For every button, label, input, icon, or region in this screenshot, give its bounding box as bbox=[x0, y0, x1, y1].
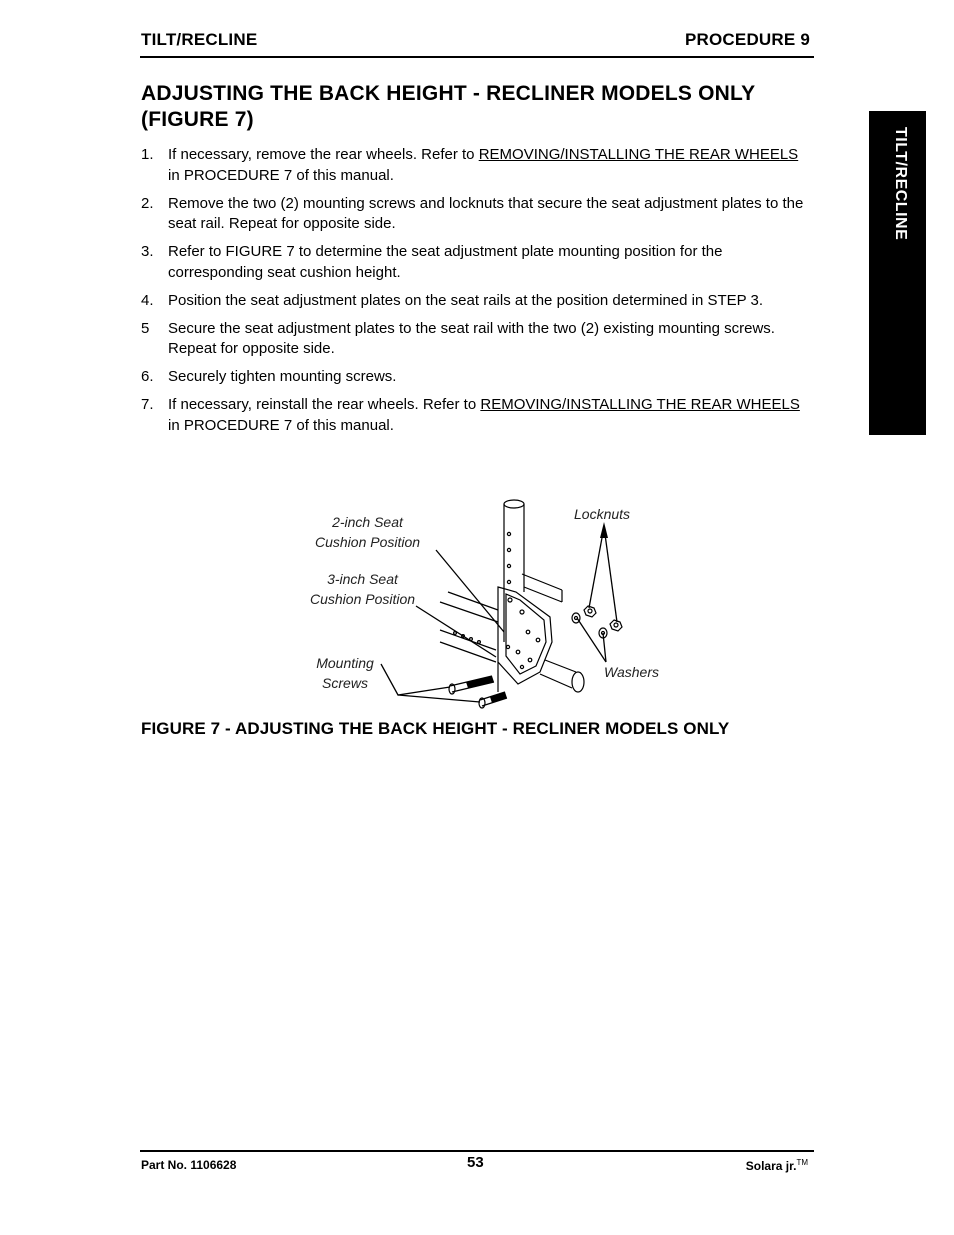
label-mounting-screws bbox=[310, 653, 380, 693]
label-line: Screws bbox=[322, 675, 368, 691]
reference-link[interactable]: REMOVING/INSTALLING THE REAR WHEELS bbox=[478, 146, 799, 163]
step-number: 3. bbox=[141, 243, 154, 260]
figure-caption: FIGURE 7 - ADJUSTING THE BACK HEIGHT - RECLINER MODELS ONLY bbox=[141, 719, 730, 738]
step-number: 5 bbox=[141, 319, 150, 337]
step-text: Position the seat adjustment plates on the seat rails at the position determined in STEP 3. bbox=[168, 291, 764, 309]
step-text: in PROCEDURE 7 of this manual. bbox=[168, 166, 394, 184]
step-number: 1. bbox=[141, 146, 154, 163]
label-2-inch bbox=[315, 512, 420, 552]
section-title: ADJUSTING THE BACK HEIGHT - RECLINER MODELS ONLY (FIGURE 7) bbox=[141, 82, 755, 131]
reference-link[interactable]: REMOVING/INSTALLING THE REAR WHEELS bbox=[480, 396, 800, 413]
step-text: in PROCEDURE 7 of this manual. bbox=[168, 416, 394, 434]
step-2 bbox=[141, 194, 813, 235]
label-3-inch bbox=[310, 569, 415, 609]
step-number: 2. bbox=[141, 194, 154, 212]
step-4 bbox=[141, 291, 813, 312]
step-6 bbox=[141, 367, 813, 388]
step-5 bbox=[141, 319, 813, 360]
step-1 bbox=[141, 145, 813, 186]
label-line: 2-inch Seat bbox=[332, 514, 403, 530]
step-text: Securely tighten mounting screws. bbox=[168, 368, 397, 385]
header-rule bbox=[140, 56, 814, 58]
step-text: Remove the two (2) mounting screws and locknuts that secure the seat adjustment plates to the seat rail. Repeat for opposite side. bbox=[168, 194, 804, 232]
side-tab bbox=[869, 111, 926, 435]
step-7 bbox=[141, 395, 813, 436]
footer-product bbox=[746, 1158, 808, 1173]
figure-7 bbox=[300, 492, 680, 714]
step-3 bbox=[141, 242, 813, 283]
step-text: Refer to FIGURE 7 to determine the seat adjustment plate mounting position for the corresponding seat cushion height. bbox=[168, 243, 723, 281]
step-text: Secure the seat adjustment plates to the seat rail with the two (2) existing mounting screws. Repeat for opposite side. bbox=[168, 319, 775, 357]
header-left: TILT/RECLINE bbox=[141, 30, 258, 49]
step-number: 6. bbox=[141, 368, 154, 385]
label-line: 3-inch Seat bbox=[327, 571, 398, 587]
side-tab-label: TILT/RECLINE bbox=[892, 127, 909, 241]
label-line: Mounting bbox=[316, 655, 374, 671]
trademark-mark: TM bbox=[796, 1158, 808, 1167]
step-text: If necessary, reinstall the rear wheels. Refer to bbox=[168, 396, 481, 413]
footer-part-number: Part No. 1106628 bbox=[141, 1158, 237, 1172]
header-right: PROCEDURE 9 bbox=[684, 30, 810, 49]
label-washers: Washers bbox=[604, 664, 659, 680]
footer-page-number: 53 bbox=[467, 1154, 484, 1171]
label-line: Cushion Position bbox=[315, 534, 421, 550]
step-text: If necessary, remove the rear wheels. Refer to bbox=[168, 146, 479, 163]
label-locknuts: Locknuts bbox=[574, 506, 631, 522]
footer-rule bbox=[140, 1150, 814, 1152]
label-line: Cushion Position bbox=[310, 591, 416, 607]
product-name: Solara jr. bbox=[745, 1159, 797, 1173]
step-number: 4. bbox=[141, 291, 154, 309]
step-number: 7. bbox=[141, 396, 154, 413]
procedure-steps bbox=[141, 145, 813, 444]
